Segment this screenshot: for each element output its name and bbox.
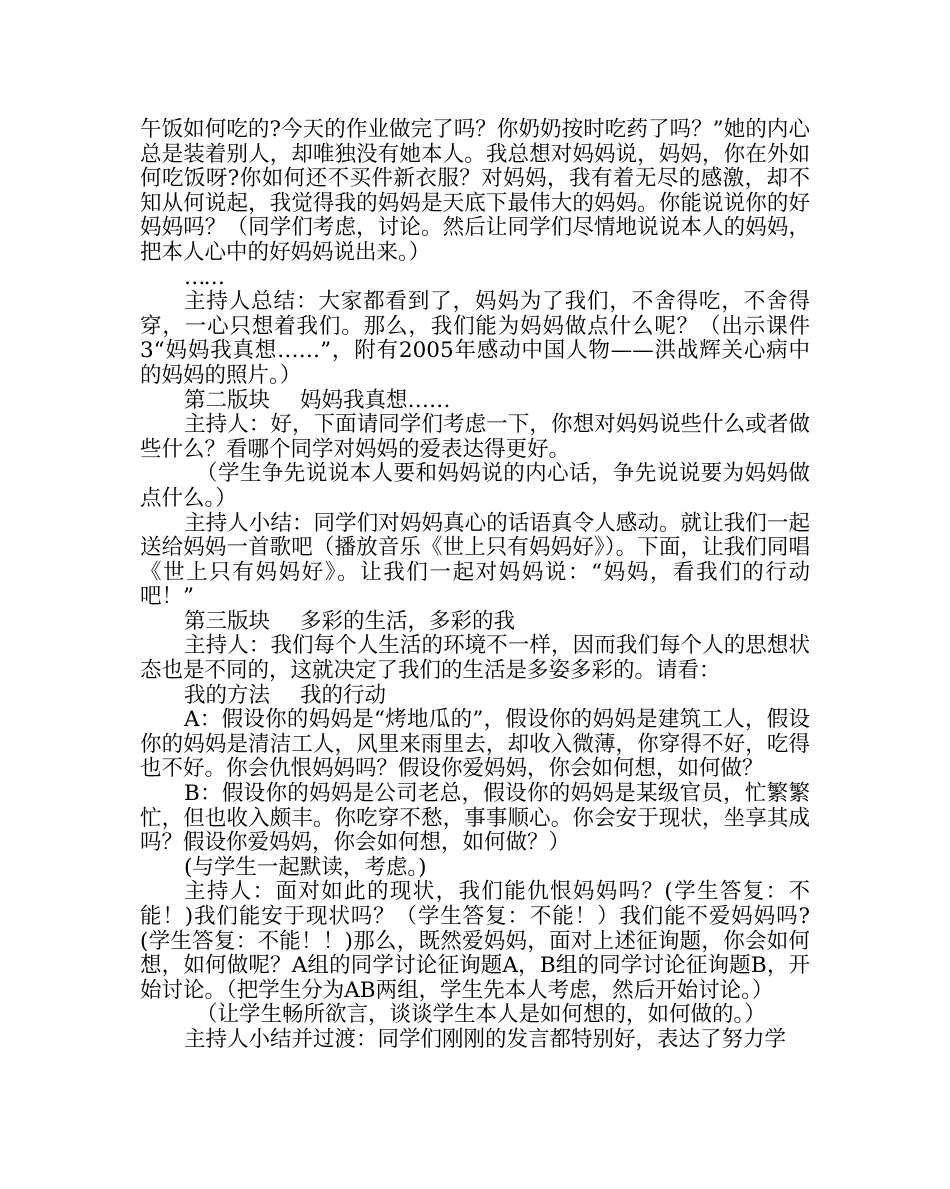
paragraph-host-transition: 主持人小结并过渡：同学们刚刚的发言都特别好，表达了努力学	[184, 1026, 787, 1052]
paragraph-free-speech: （让学生畅所欲言，谈谈学生本人是如何想的，如何做的。）	[196, 1002, 766, 1028]
paragraph-host-wrapup: 主持人小结：同学们对妈妈真心的话语真令人感动。就让我们一起送给妈妈一首歌吧（播放音乐《世上只有妈妈好》）。下面，让我们同唱《世上只有妈妈好》。让我们一起对妈妈说：“妈妈，看我们的行动吧！”	[140, 510, 810, 610]
paragraph-option-a: A：假设你的妈妈是“烤地瓜的”，假设你的妈妈是建筑工人，假设你的妈妈是清洁工人，风里来雨里去，却收入微薄，你穿得不好，吃得也不好。你会仇恨妈妈吗？假设你爱妈妈，你会如何想，如何做？	[140, 707, 810, 782]
section-heading-2	[140, 389, 810, 414]
paragraph-host-discussion: 主持人：面对如此的现状，我们能仇恨妈妈吗？(学生答复：不能！)我们能安于现状吗？（学生答复：不能！）我们能不爱妈妈吗?(学生答复：不能！！)那么，既然爱妈妈，面对上述征询题，你会如何想，如何做呢？A组的同学讨论征询题A，B组的同学讨论征询题B，开始讨论。（把学生分为AB两组，学生先本人考虑，然后开始讨论。）	[140, 879, 810, 1003]
ellipsis-line: ……	[184, 264, 223, 290]
paragraph-host-intro: 主持人：我们每个人生活的环境不一样，因而我们每个人的思想状态也是不同的，这就决定了我们的生活是多姿多彩的。请看：	[140, 633, 810, 684]
section-heading-3	[140, 610, 810, 635]
paragraph-silent-reading: (与学生一起默读，考虑。)	[184, 854, 427, 880]
paragraph-host-prompt: 主持人：好，下面请同学们考虑一下，你想对妈妈说些什么或者做些什么？看哪个同学对妈妈的爱表达得更好。	[140, 412, 810, 462]
method-label: 我的方法	[184, 682, 271, 708]
paragraph-host-summary: 主持人总结：大家都看到了，妈妈为了我们，不舍得吃，不舍得穿，一心只想着我们。那么，我们能为妈妈做点什么呢？（出示课件3“妈妈我真想……”，附有2005年感动中国人物——洪战辉关心病中的妈妈的照片。）	[140, 289, 810, 388]
section-heading-3-title: 多彩的生活，多彩的我	[300, 608, 516, 634]
section-heading-3-label: 第三版块	[184, 608, 271, 634]
section-heading-2-title: 妈妈我真想……	[300, 387, 451, 413]
section-heading-2-label: 第二版块	[184, 387, 271, 413]
paragraph-option-b: B：假设你的妈妈是公司老总，假设你的妈妈是某级官员，忙繁繁忙，但也收入颇丰。你吃穿不愁，事事顺心。你会安于现状，坐享其成吗？假设你爱妈妈，你会如何想，如何做？）	[140, 781, 810, 856]
method-action-heading	[140, 684, 810, 709]
action-label: 我的行动	[300, 682, 387, 708]
paragraph-1: 午饭如何吃的?今天的作业做完了吗？你奶奶按时吃药了吗？”她的内心总是装着别人，却唯独没有她本人。我总想对妈妈说，妈妈，你在外如何吃饭呀?你如何还不买件新衣服？对妈妈，我有着无尽的感激，却不知从何说起，我觉得我的妈妈是天底下最伟大的妈妈。你能说说你的好妈妈吗？（同学们考虑，讨论。然后让同学们尽情地说说本人的妈妈，把本人心中的好妈妈说出来。）	[140, 117, 810, 265]
paragraph-student-activity: （学生争先说说本人要和妈妈说的内心话，争先说说要为妈妈做点什么。）	[140, 461, 810, 511]
document-page	[140, 118, 810, 1053]
